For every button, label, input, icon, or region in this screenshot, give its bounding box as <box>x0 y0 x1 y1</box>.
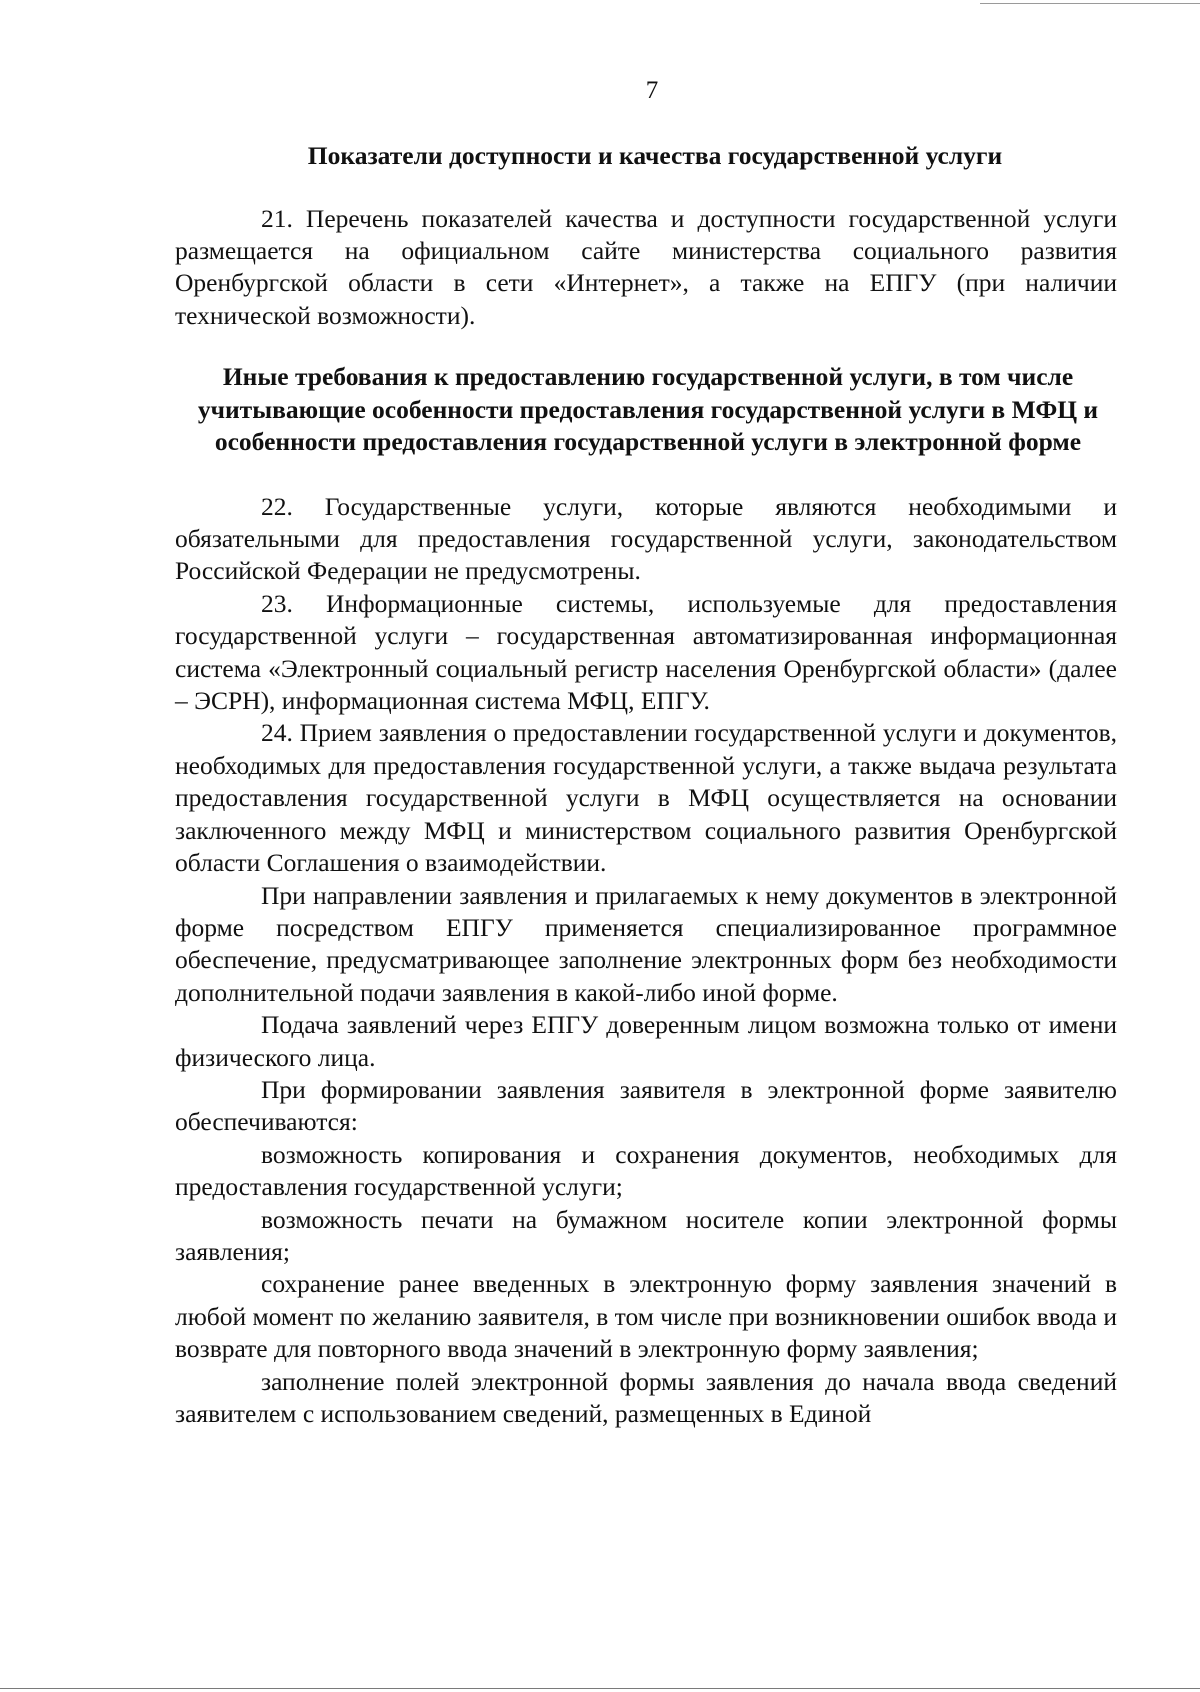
list-item-copy-save: возможность копирования и сохранения документов, необходимых для предоставления государственной услуги; <box>175 1139 1117 1202</box>
section-heading-availability: Показатели доступности и качества государственной услуги <box>307 141 1003 170</box>
scan-edge-top-line <box>980 3 1200 4</box>
paragraph-21: 21. Перечень показателей качества и доступности государственной услуги размещается на официальном сайте министерства социального развития Оренбургской области в сети «Интернет», а также на ЕПГУ (при наличии технической возможности). <box>175 203 1117 330</box>
paragraph-24: 24. Прием заявления о предоставлении государственной услуги и документов, необходимых для предоставления государственной услуги, а также выдача результата предоставления государственной услуги в МФЦ осуществляется на основании заключенного между МФЦ и министерством социального развития Оренбургской области Соглашения о взаимодействии. <box>175 718 1117 878</box>
document-page <box>175 76 1117 1430</box>
paragraph-23: 23. Информационные системы, используемые для предоставления государственной услуги – государственная автоматизированная информационная система «Электронный социальный регистр населения Оренбургской области» (далее – ЭСРН), информационная система МФЦ, ЕПГУ. <box>175 588 1117 716</box>
paragraph-electronic-submission: При направлении заявления и прилагаемых к нему документов в электронной форме посредством ЕПГУ применяется специализированное программное обеспечение, предусматривающее заполнение электронных форм без необходимости дополнительной подачи заявления в какой-либо иной форме. <box>175 880 1117 1007</box>
paragraph-22: 22. Государственные услуги, которые являются необходимыми и обязательными для предоставления государственной услуги, законодательством Российской Федерации не предусмотрены. <box>175 491 1117 586</box>
paragraph-form-provisions-intro: При формировании заявления заявителя в электронной форме заявителю обеспечиваются: <box>175 1074 1117 1137</box>
paragraph-proxy-submission: Подача заявлений через ЕПГУ доверенным лицом возможна только от имени физического лица. <box>175 1010 1117 1072</box>
scan-edge-bottom-line <box>0 1688 1200 1689</box>
list-item-prefill-fields: заполнение полей электронной формы заявления до начала ввода сведений заявителем с использованием сведений, размещенных в Единой <box>175 1366 1117 1428</box>
section-heading-other-requirements: Иные требования к предоставлению государственной услуги, в том числе учитывающие особенности предоставления государственной услуги в МФЦ и особенности предоставления государственной услуги в электронной форме <box>197 362 1099 457</box>
list-item-save-values: сохранение ранее введенных в электронную форму заявления значений в любой момент по желанию заявителя, в том числе при возникновении ошибок ввода и возврате для повторного ввода значений в электронную форму заявления; <box>175 1269 1117 1364</box>
list-item-print-copy: возможность печати на бумажном носителе копии электронной формы заявления; <box>175 1204 1117 1266</box>
page-number: 7 <box>645 77 659 104</box>
